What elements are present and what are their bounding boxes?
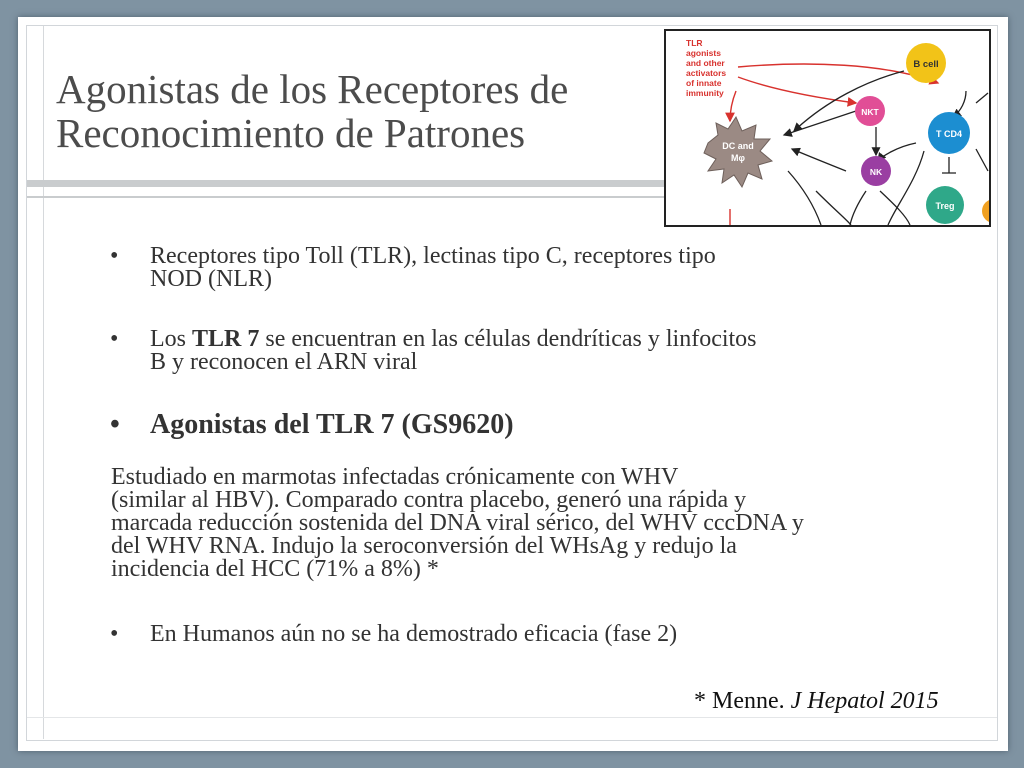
treg-label: Treg [935,201,955,211]
bullet-4-text: En Humanos aún no se ha demostrado eficacia (fase 2) [150,621,678,647]
nk-label: NK [869,167,883,177]
study-paragraph [111,466,911,581]
paragraph-line-1: Estudiado en marmotas infectadas crónicamente con WHV [111,464,679,490]
legend-line-2: agonists [686,48,721,58]
bullet-2-after: se encuentran en las células dendríticas y linfocitos [259,326,757,352]
paragraph-line-2: (similar al HBV). Comparado contra placebo, generó una rápida y [111,487,747,513]
reference-citation [694,688,939,715]
paragraph-line-4: del WHV RNA. Indujo la seroconversión del WHsAg y redujo la [111,533,737,559]
bullet-2-marker: • [110,326,119,352]
legend-line-3: and other [686,58,725,68]
slide-content [18,17,1008,751]
legend-line-5: of innate [686,78,722,88]
reference-journal: J Hepatol 2015 [790,688,939,714]
bullet-1-line-1: Receptores tipo Toll (TLR), lectinas tipo C, receptores tipo [150,243,716,269]
bullet-2-line-2: B y reconocen el ARN viral [150,349,418,375]
b-cell-label: B cell [913,59,939,70]
title-line-1: Agonistas de los Receptores de [56,66,569,112]
bullet-1-marker: • [110,243,119,269]
dc-label-2: Mφ [731,153,745,163]
paragraph-line-3: marcada reducción sostenida del DNA viral sérico, del WHV cccDNA y [111,510,804,536]
bullet-3-text: Agonistas del TLR 7 (GS9620) [150,409,514,440]
bullet-3-marker: • [110,409,120,440]
bullet-2-bold: TLR 7 [192,326,260,352]
paragraph-line-5: incidencia del HCC (71% a 8%) * [111,556,439,582]
bullet-4-marker: • [110,621,119,647]
reference-prefix: * Menne. [694,688,791,714]
legend-line-1: TLR [686,38,703,48]
legend-line-6: immunity [686,88,724,98]
dc-label-1: DC and [722,141,754,151]
bullet-1-line-2: NOD (NLR) [150,266,272,292]
bullet-2-before: Los [150,326,192,352]
legend-line-4: activators [686,68,727,78]
nkt-label: NKT [861,107,879,117]
slide [18,17,1008,751]
tcd4-label: T CD4 [935,129,963,139]
title-line-2: Reconocimiento de Patrones [56,110,526,156]
